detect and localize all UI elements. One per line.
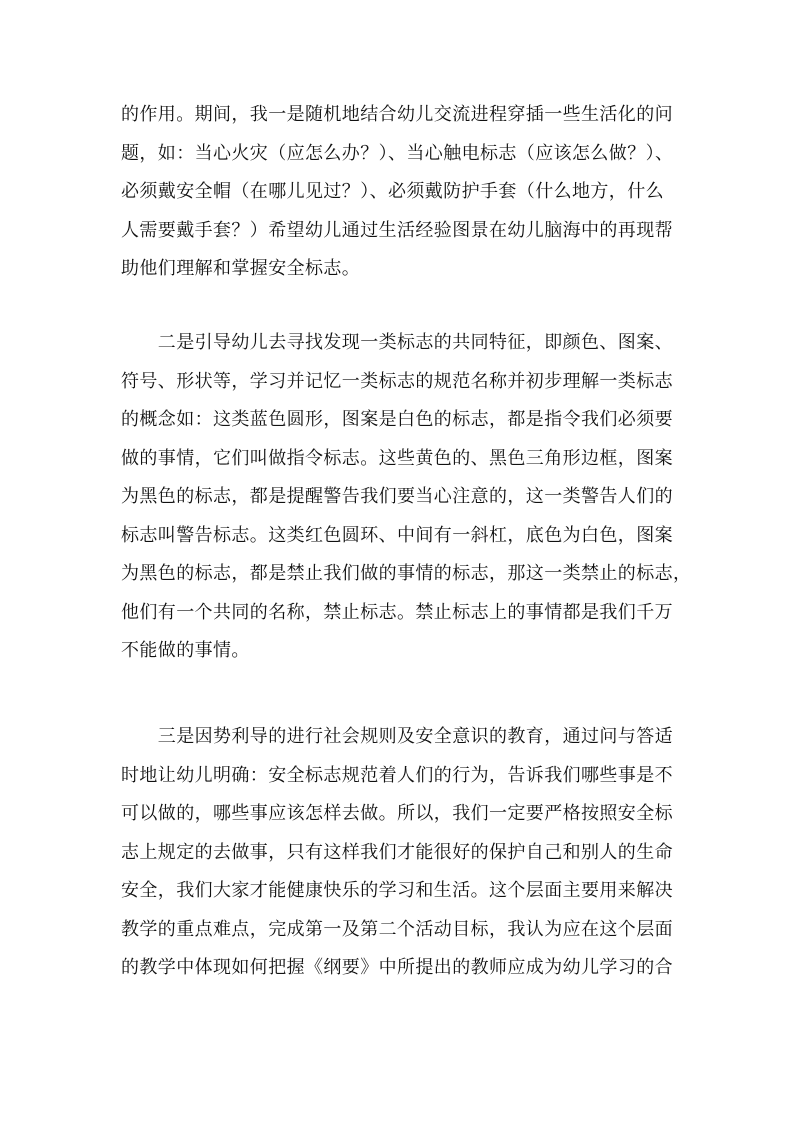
text-line: 人需要戴手套？）希望幼儿通过生活经验图景在幼儿脑海中的再现帮 — [121, 219, 673, 241]
text-line: 为黑色的标志，都是禁止我们做的事情的标志，那这一类禁止的标志， — [121, 563, 692, 584]
text-line: 他们有一个共同的名称，禁止标志。禁止标志上的事情都是我们千万 — [121, 601, 673, 623]
text-line: 助他们理解和掌握安全标志。 — [121, 258, 361, 279]
paragraph-2 — [121, 324, 692, 671]
text-line: 教学的重点难点，完成第一及第二个活动目标，我认为应在这个层面 — [121, 918, 673, 940]
text-line: 的作用。期间，我一是随机地结合幼儿交流进程穿插一些生活化的问 — [121, 104, 673, 125]
text-line: 的教学中体现如何把握《纲要》中所提出的教师应成为幼儿学习的合 — [121, 957, 673, 978]
text-line: 志上规定的去做事，只有这样我们才能很好的保护自己和别人的生命 — [121, 841, 673, 863]
paragraph-3 — [121, 718, 681, 988]
text-line: 必须戴安全帽（在哪儿见过？）、必须戴防护手套（什么地方，什么 — [121, 181, 664, 202]
paragraph-1 — [121, 96, 681, 289]
text-line: 符号、形状等，学习并记忆一类标志的规范名称并初步理解一类标志 — [121, 370, 673, 392]
text-line: 做的事情，它们叫做指令标志。这些黄色的、黑色三角形边框，图案 — [121, 447, 673, 469]
text-line: 二是引导幼儿去寻找发现一类标志的共同特征，即颜色、图案、 — [121, 332, 673, 353]
text-line: 标志叫警告标志。这类红色圆环、中间有一斜杠，底色为白色，图案 — [121, 524, 673, 546]
text-line: 三是因势利导的进行社会规则及安全意识的教育，通过问与答适 — [121, 726, 673, 747]
text-line: 的概念如：这类蓝色圆形，图案是白色的标志，都是指令我们必须要 — [121, 409, 673, 430]
text-line: 为黑色的标志，都是提醒警告我们要当心注意的，这一类警告人们的 — [121, 486, 673, 507]
text-line: 不能做的事情。 — [121, 640, 250, 661]
text-line: 可以做的，哪些事应该怎样去做。所以，我们一定要严格按照安全标 — [121, 803, 673, 824]
text-line: 时地让幼儿明确：安全标志规范着人们的行为，告诉我们哪些事是不 — [121, 764, 673, 786]
text-line: 题，如：当心火灾（应怎么办？）、当心触电标志（应该怎么做？）、 — [121, 142, 674, 164]
text-line: 安全，我们大家才能健康快乐的学习和生活。这个层面主要用来解决 — [121, 880, 673, 901]
